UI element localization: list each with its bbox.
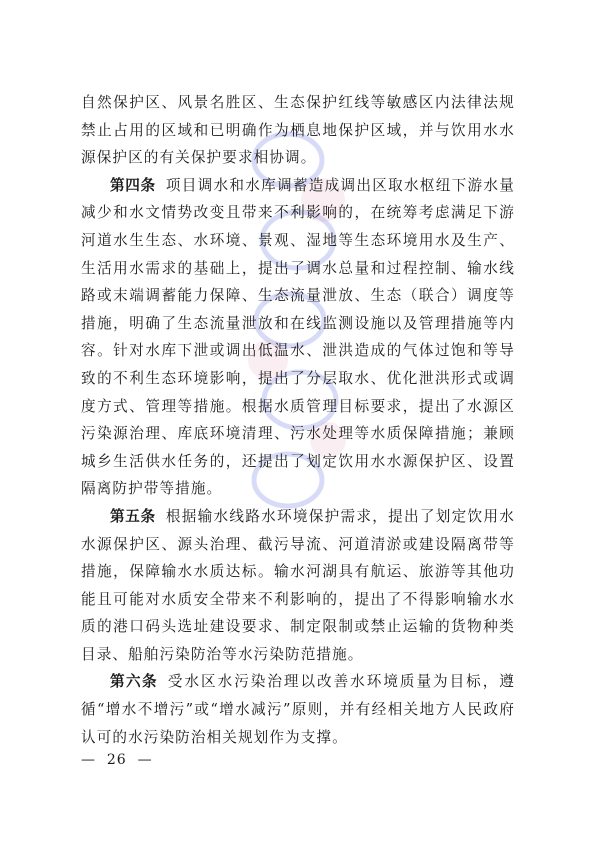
body-text — [81, 89, 515, 751]
paragraph-text: 受水区水污染治理以改善水环境质量为目标，遵循“增水不增污”或“增水减污”原则，并有经相关地方人民政府认可的水污染防治相关规划作为支撑。 — [81, 673, 515, 746]
page-number: — 26 — — [81, 752, 153, 768]
paragraph-text: 根据输水线路水环境保护需求，提出了划定饮用水水源保护区、源头治理、截污导流、河道清淤或建设隔离带等措施，保障输水水质达标。输水河湖具有航运、旅游等其他功能且可能对水质安全带来不利影响的，提出了不得影响输水水质的港口码头选址建设要求、制定限制或禁止运输的货物种类目录、船舶污染防治等水污染防范措施。 — [81, 507, 515, 663]
article-title: 第六条 — [110, 673, 158, 691]
paragraph-text: 项目调水和水库调蓄造成调出区取水枢纽下游水量减少和水文情势改变且带来不利影响的，在统筹考虑满足下游河道水生生态、水环境、景观、湿地等生态环境用水及生产、生活用水需求的基础上，提出了调水总量和过程控制、输水线路或末端调蓄能力保障、生态流量泄放、生态（联合）调度等措施，明确了生态流量泄放和在线监测设施以及管理措施等内容。针对水库下泄或调出低温水、泄洪造成的气体过饱和等导致的不利生态环境影响，提出了分层取水、优化泄洪形式或调度方式、管理等措施。根据水质管理目标要求，提出了水源区污染源治理、库底环境清理、污水处理等水质保障措施；兼顾城乡生活供水任务的，还提出了划定饮用水水源保护区、设置隔离防护带等措施。 — [81, 176, 515, 498]
article-six — [81, 668, 515, 751]
article-five — [81, 503, 515, 669]
article-title: 第五条 — [110, 507, 156, 525]
paragraph-continued — [81, 89, 515, 172]
article-four — [81, 172, 515, 503]
paragraph-text: 自然保护区、风景名胜区、生态保护红线等敏感区内法律法规禁止占用的区域和已明确作为栖息地保护区域，并与饮用水水源保护区的有关保护要求相协调。 — [81, 94, 515, 167]
article-title: 第四条 — [110, 176, 156, 194]
